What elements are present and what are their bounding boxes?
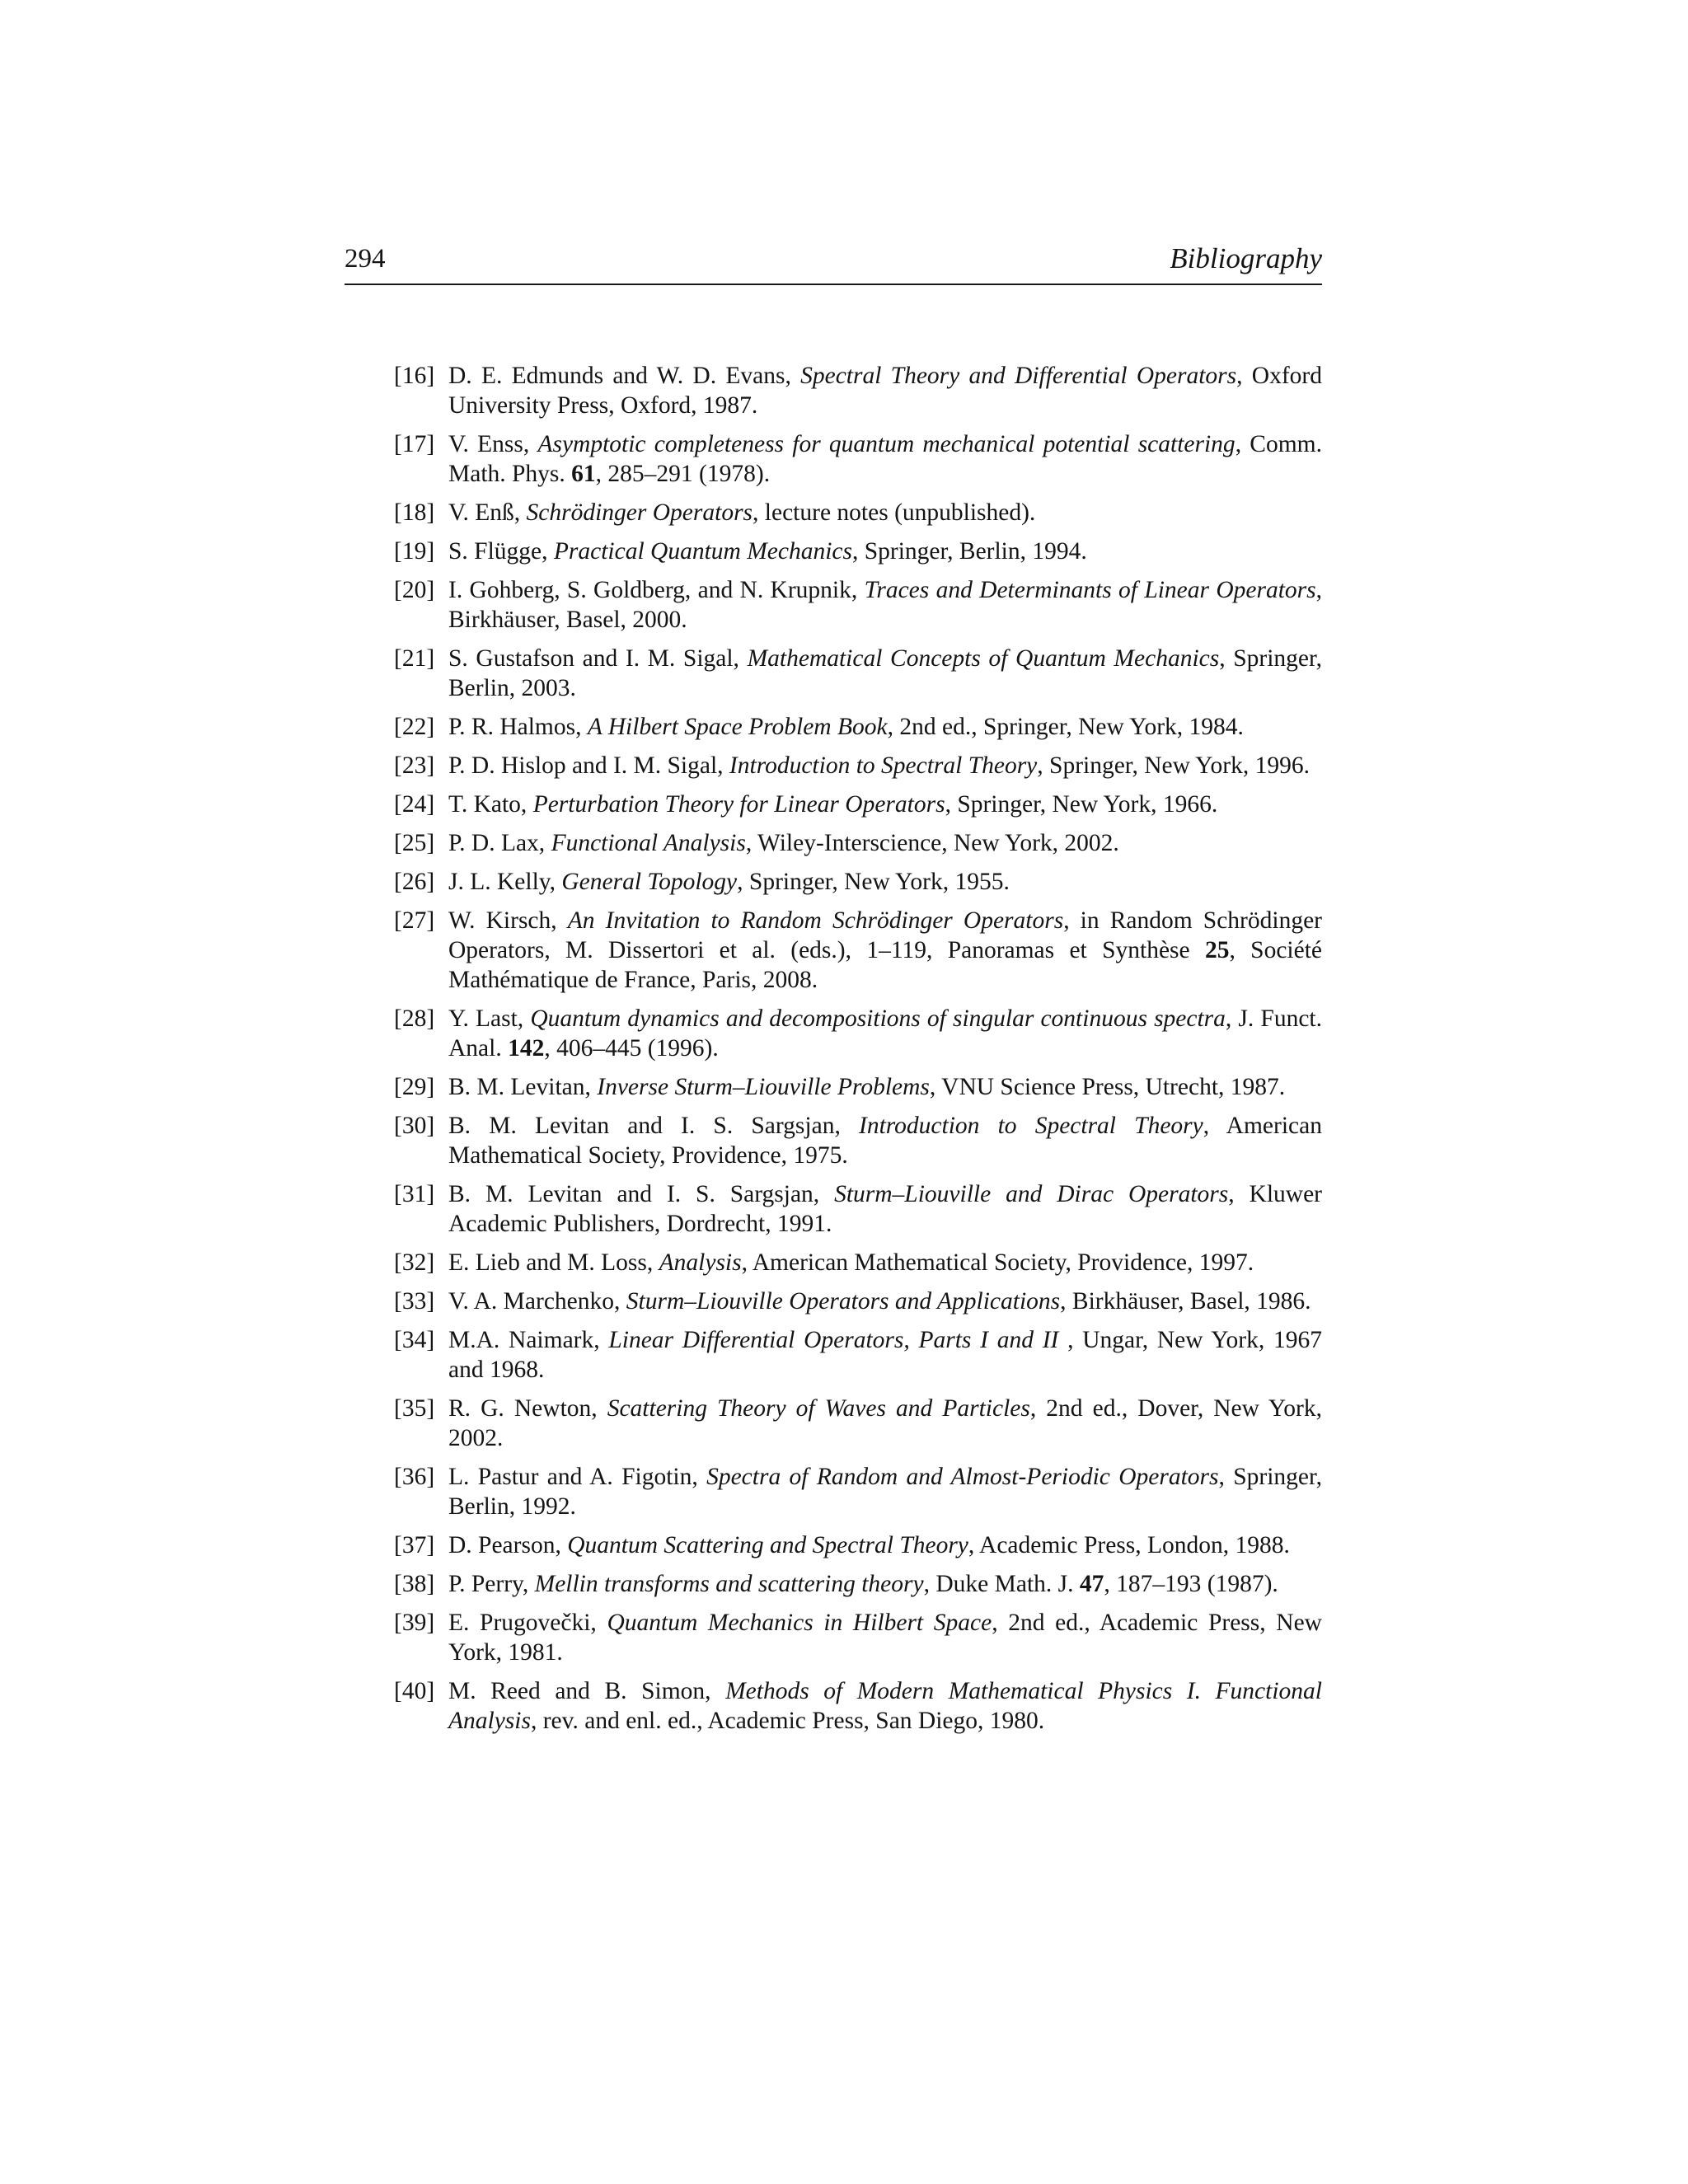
reference-label: [35]: [394, 1395, 435, 1422]
reference-label: [40]: [394, 1678, 435, 1704]
reference-details: , 2nd ed., Dover, New York, 2002.: [448, 1395, 1322, 1451]
bibliography-entry: [394, 498, 1322, 527]
reference-authors: V. A. Marchenko,: [448, 1288, 626, 1315]
reference-authors: B. M. Levitan and I. S. Sargsjan,: [448, 1113, 859, 1139]
reference-title: An Invitation to Random Schrödinger Operators: [567, 907, 1064, 934]
reference-details: , American Mathematical Society, Providence, 1975.: [448, 1113, 1322, 1169]
reference-title: Spectral Theory and Differential Operators: [800, 363, 1237, 389]
bibliography-entry: [394, 1248, 1322, 1277]
reference-details: , Springer, New York, 1955.: [737, 869, 1010, 895]
bibliography-entry: [394, 751, 1322, 780]
reference-label: [39]: [394, 1610, 435, 1636]
reference-authors: P. R. Halmos,: [448, 714, 588, 740]
reference-details: , Academic Press, London, 1988.: [968, 1532, 1290, 1558]
reference-authors: Y. Last,: [448, 1005, 531, 1032]
reference-details: , 2nd ed., Academic Press, New York, 1981.: [448, 1610, 1322, 1666]
reference-authors: R. G. Newton,: [448, 1395, 607, 1422]
reference-authors: D. Pearson,: [448, 1532, 568, 1558]
bibliography-entry: [394, 867, 1322, 897]
reference-title: Sturm–Liouville Operators and Applications: [626, 1288, 1061, 1315]
bibliography-entry: [394, 1286, 1322, 1316]
page-number: 294: [345, 244, 386, 274]
reference-title: Analysis: [659, 1249, 742, 1276]
reference-label: [36]: [394, 1464, 435, 1490]
reference-pages: , 406–445 (1996).: [544, 1035, 719, 1062]
reference-title: Scattering Theory of Waves and Particles: [607, 1395, 1030, 1422]
reference-title: General Topology: [561, 869, 738, 895]
reference-details: , Springer, New York, 1996.: [1037, 752, 1310, 779]
reference-volume: 61: [571, 461, 596, 487]
bibliography-entry: [394, 790, 1322, 819]
bibliography-entry: [394, 1004, 1322, 1063]
reference-title: Perturbation Theory for Linear Operators: [532, 791, 945, 818]
bibliography-entry: [394, 429, 1322, 489]
reference-label: [18]: [394, 499, 435, 526]
reference-authors: E. Prugovečki,: [448, 1610, 607, 1636]
reference-label: [34]: [394, 1327, 435, 1353]
reference-details: , Birkhäuser, Basel, 1986.: [1060, 1288, 1311, 1315]
reference-label: [27]: [394, 907, 435, 934]
reference-label: [38]: [394, 1571, 435, 1597]
reference-title: Linear Differential Operators, Parts I and II: [608, 1327, 1059, 1353]
reference-authors: V. Enß,: [448, 499, 527, 526]
reference-title: Quantum Scattering and Spectral Theory: [567, 1532, 968, 1558]
reference-pages: , 285–291 (1978).: [595, 461, 771, 487]
reference-details: , J. Funct. Anal.: [448, 1005, 1322, 1062]
reference-volume: 47: [1079, 1571, 1104, 1597]
reference-title: Spectra of Random and Almost-Periodic Operators: [706, 1464, 1219, 1490]
reference-details: , Kluwer Academic Publishers, Dordrecht, 1991.: [448, 1181, 1322, 1237]
reference-label: [30]: [394, 1113, 435, 1139]
bibliography-list: [394, 361, 1322, 1745]
reference-label: [19]: [394, 538, 435, 565]
bibliography-entry: [394, 361, 1322, 420]
bibliography-entry: [394, 906, 1322, 995]
reference-authors: S. Gustafson and I. M. Sigal,: [448, 645, 748, 672]
reference-authors: S. Flügge,: [448, 538, 554, 565]
reference-pages: , 187–193 (1987).: [1104, 1571, 1278, 1597]
reference-title: Asymptotic completeness for quantum mechanical potential scattering: [537, 431, 1236, 457]
reference-authors: M.A. Naimark,: [448, 1327, 609, 1353]
reference-details: , in Random Schrödinger Operators, M. Dissertori et al. (eds.), 1–119, Panoramas et Synthèse: [448, 907, 1322, 963]
reference-title: Functional Analysis: [551, 830, 746, 856]
reference-title: A Hilbert Space Problem Book: [587, 714, 888, 740]
reference-title: Schrödinger Operators: [526, 499, 753, 526]
bibliography-entry: [394, 828, 1322, 858]
bibliography-entry: [394, 1608, 1322, 1667]
reference-label: [24]: [394, 791, 435, 818]
reference-label: [20]: [394, 577, 435, 603]
reference-label: [37]: [394, 1532, 435, 1558]
reference-label: [32]: [394, 1249, 435, 1276]
reference-label: [22]: [394, 714, 435, 740]
reference-details: , Wiley-Interscience, New York, 2002.: [745, 830, 1119, 856]
bibliography-entry: [394, 537, 1322, 566]
reference-authors: M. Reed and B. Simon,: [448, 1678, 726, 1704]
bibliography-entry: [394, 1394, 1322, 1453]
reference-authors: P. D. Hislop and I. M. Sigal,: [448, 752, 729, 779]
reference-authors: I. Gohberg, S. Goldberg, and N. Krupnik,: [448, 577, 865, 603]
reference-volume: 25: [1204, 937, 1230, 963]
reference-authors: E. Lieb and M. Loss,: [448, 1249, 659, 1276]
reference-label: [26]: [394, 869, 435, 895]
reference-title: Sturm–Liouville and Dirac Operators: [834, 1181, 1229, 1207]
reference-title: Practical Quantum Mechanics: [553, 538, 852, 565]
reference-authors: B. M. Levitan,: [448, 1074, 598, 1100]
reference-authors: P. Perry,: [448, 1571, 535, 1597]
reference-details: , Ungar, New York, 1967 and 1968.: [448, 1327, 1322, 1383]
reference-authors: L. Pastur and A. Figotin,: [448, 1464, 707, 1490]
reference-label: [28]: [394, 1005, 435, 1032]
reference-label: [17]: [394, 431, 435, 457]
reference-label: [29]: [394, 1074, 435, 1100]
reference-label: [16]: [394, 363, 435, 389]
section-title: Bibliography: [1170, 242, 1322, 274]
bibliography-entry: [394, 1676, 1322, 1736]
reference-details: , Oxford University Press, Oxford, 1987.: [448, 363, 1322, 419]
reference-title: Introduction to Spectral Theory: [729, 752, 1038, 779]
reference-label: [21]: [394, 645, 435, 672]
reference-details: , lecture notes (unpublished).: [753, 499, 1036, 526]
reference-pages: , Société Mathématique de France, Paris, 2008.: [448, 937, 1322, 993]
reference-authors: B. M. Levitan and I. S. Sargsjan,: [448, 1181, 835, 1207]
reference-details: , Comm. Math. Phys.: [448, 431, 1322, 487]
bibliography-entry: [394, 644, 1322, 703]
running-head: [345, 241, 1322, 285]
bibliography-entry: [394, 575, 1322, 635]
reference-title: Methods of Modern Mathematical Physics I. Functional Analysis: [448, 1678, 1322, 1734]
reference-title: Quantum Mechanics in Hilbert Space: [607, 1610, 992, 1636]
reference-label: [33]: [394, 1288, 435, 1315]
bibliography-entry: [394, 1072, 1322, 1102]
reference-title: Inverse Sturm–Liouville Problems: [597, 1074, 930, 1100]
bibliography-entry: [394, 1462, 1322, 1521]
reference-authors: P. D. Lax,: [448, 830, 551, 856]
reference-label: [25]: [394, 830, 435, 856]
reference-details: , Springer, Berlin, 1994.: [851, 538, 1087, 565]
bibliography-entry: [394, 712, 1322, 742]
reference-details: , Springer, Berlin, 1992.: [448, 1464, 1322, 1520]
reference-authors: T. Kato,: [448, 791, 533, 818]
reference-details: , Duke Math. J.: [923, 1571, 1080, 1597]
reference-authors: D. E. Edmunds and W. D. Evans,: [448, 363, 801, 389]
reference-label: [31]: [394, 1181, 435, 1207]
reference-details: , 2nd ed., Springer, New York, 1984.: [887, 714, 1244, 740]
reference-details: , Springer, New York, 1966.: [945, 791, 1218, 818]
reference-authors: W. Kirsch,: [448, 907, 568, 934]
reference-details: , Springer, Berlin, 2003.: [448, 645, 1323, 701]
reference-authors: V. Enss,: [448, 431, 538, 457]
reference-title: Introduction to Spectral Theory: [859, 1113, 1203, 1139]
bibliography-entry: [394, 1325, 1322, 1385]
reference-title: Mellin transforms and scattering theory: [534, 1571, 924, 1597]
reference-volume: 142: [508, 1035, 545, 1062]
reference-details: , rev. and enl. ed., Academic Press, San Diego, 1980.: [530, 1708, 1045, 1734]
reference-title: Quantum dynamics and decompositions of singular continuous spectra: [530, 1005, 1226, 1032]
reference-details: , VNU Science Press, Utrecht, 1987.: [929, 1074, 1286, 1100]
reference-title: Mathematical Concepts of Quantum Mechanics: [747, 645, 1220, 672]
bibliography-entry: [394, 1179, 1322, 1239]
reference-details: , American Mathematical Society, Providence, 1997.: [741, 1249, 1254, 1276]
reference-title: Traces and Determinants of Linear Operators: [864, 577, 1316, 603]
bibliography-entry: [394, 1530, 1322, 1560]
reference-authors: J. L. Kelly,: [448, 869, 562, 895]
bibliography-entry: [394, 1569, 1322, 1599]
reference-details: , Birkhäuser, Basel, 2000.: [448, 577, 1322, 633]
reference-label: [23]: [394, 752, 435, 779]
bibliography-entry: [394, 1111, 1322, 1170]
